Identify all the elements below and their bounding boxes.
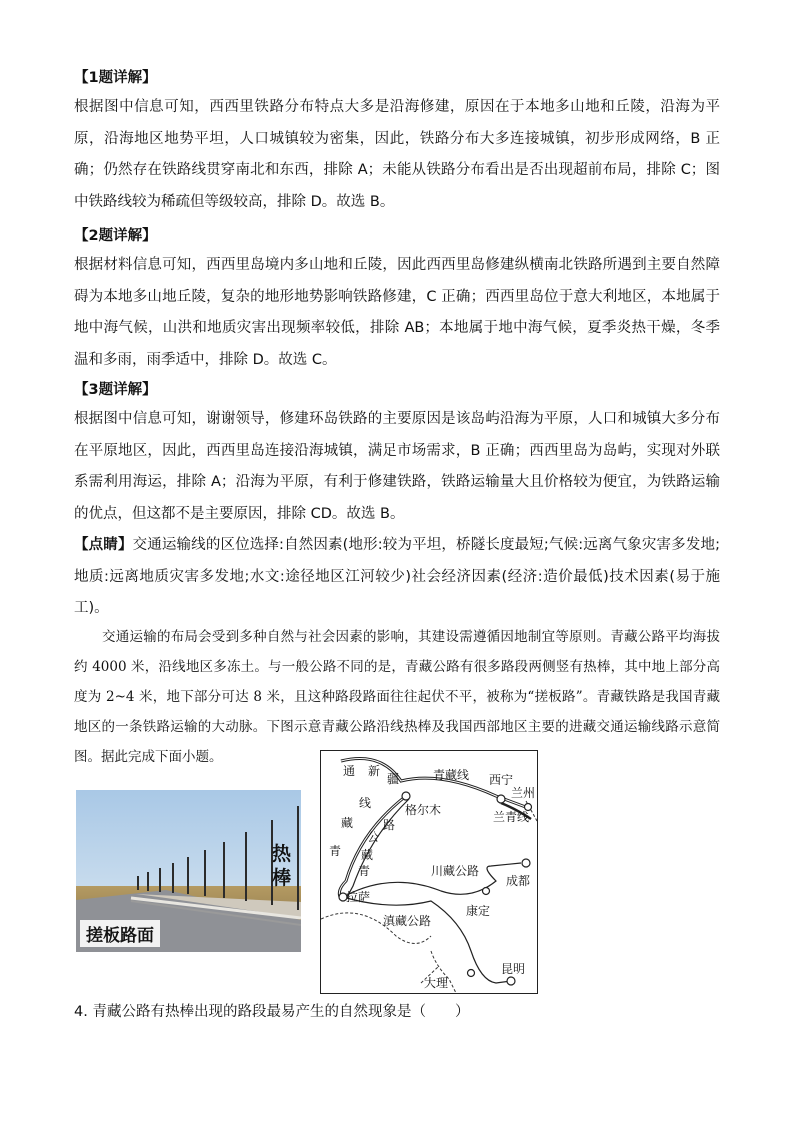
passage-text: 交通运输的布局会受到多种自然与社会因素的影响，其建设需遵循因地制宜等原则。青藏公路平均海拔约 4000 米，沿线地区多冻土。与一般公路不同的是，青藏公路有很多路段两侧竖有热棒，其中地上部分高度为 2~4 米，地下部分可达 8 米，且这种路段路面往往起伏不平，被称为“搓板路”。青藏铁路是我国青藏地区的一条铁路运输的大动脉。下图示意青藏公路沿线热棒及我国西部地区主要的进藏交通运输线路示意简图。据此完成下面小题。 bbox=[74, 629, 720, 765]
section1-body: 根据图中信息可知，西西里铁路分布特点大多是沿海修建，原因在于本地多山地和丘陵，沿海为平原，沿海地区地势平坦，人口城镇较为密集，因此，铁路分布大多连接城镇，初步形成网络，B 正确；仍然存在铁路线贯穿南北和东西，排除 A；未能从铁路分布看出是否出现超前布局，排除 C；图中铁路线较为稀疏但等级较高，排除 D。故选 B。 bbox=[74, 99, 720, 210]
section1-heading: 【1题详解】 bbox=[74, 70, 157, 86]
map-label-xian: 线 bbox=[359, 796, 372, 810]
map-label-lu: 路 bbox=[383, 818, 396, 832]
map-label-qingzang-line: 青藏线 bbox=[433, 768, 470, 782]
map-label-golmud: 格尔木 bbox=[405, 803, 442, 817]
section3-body: 根据图中信息可知，谢谢领导，修建环岛铁路的主要原因是该岛屿沿海为平原，人口和城镇大多分布在平原地区，因此，西西里岛连接沿海城镇，满足市场需求，B 正确；西西里岛为岛屿，实现对外联系需利用海运，排除 A；沿海为平原，有利于修建铁路，铁路运输量大且价格较为便宜，为铁路运输的优点，但这都不是主要原因，排除 CD。故选 B。 bbox=[74, 411, 720, 522]
map-label-jiang: 疆 bbox=[387, 772, 400, 786]
map-label-dali: 大理 bbox=[424, 976, 449, 990]
map-label-tong: 通 bbox=[343, 764, 356, 778]
tip-body: 交通运输线的区位选择:自然因素(地形:较为平坦，桥隧长度最短;气候:远离气象灾害多发地;地质:远离地质灾害多发地;水文:途径地区江河较少)社会经济因素(经济:造价最低)技术因素(易于施工)。 bbox=[74, 537, 720, 616]
map-label-zang1: 藏 bbox=[341, 816, 354, 830]
section3-heading: 【3题详解】 bbox=[74, 382, 157, 398]
map-label-lanzhou: 兰州 bbox=[511, 786, 536, 800]
map-label-lhasa: 拉萨 bbox=[346, 890, 371, 904]
question-4: 4. 青藏公路有热棒出现的路段最易产生的自然现象是（ ） bbox=[74, 1004, 470, 1020]
map-label-xin: 新 bbox=[368, 764, 381, 778]
photo-caption: 搓板路面 bbox=[80, 920, 160, 947]
heat-rod-photo bbox=[76, 790, 301, 952]
tip-label: 【点睛】 bbox=[74, 537, 133, 553]
map-label-chuanzang: 川藏公路 bbox=[431, 864, 480, 878]
rebang-label: 热棒 bbox=[272, 843, 292, 889]
map-label-kunming: 昆明 bbox=[501, 962, 526, 976]
map-label-xining: 西宁 bbox=[489, 773, 514, 787]
route-map-graphic bbox=[321, 751, 537, 993]
route-map bbox=[320, 750, 538, 994]
map-label-zang2: 藏 bbox=[361, 848, 374, 862]
map-label-qing2: 青 bbox=[358, 864, 371, 878]
section2-body: 根据材料信息可知，西西里岛境内多山地和丘陵，因此西西里岛修建纵横南北铁路所遇到主要自然障碍为本地多山地丘陵，复杂的地形地势影响铁路修建，C 正确；西西里岛位于意大利地区，本地属于地中海气候，山洪和地质灾害出现频率较低，排除 AB；本地属于地中海气候，夏季炎热干燥，冬季温和多雨，雨季适中，排除 D。故选 C。 bbox=[74, 257, 720, 368]
section2-heading: 【2题详解】 bbox=[74, 228, 157, 244]
map-label-qing1: 青 bbox=[329, 844, 342, 858]
map-label-dianzang: 滇藏公路 bbox=[383, 914, 432, 928]
map-label-gong: 公 bbox=[367, 830, 380, 844]
map-label-chengdu: 成都 bbox=[506, 874, 531, 888]
map-label-lanqing: 兰青线 bbox=[493, 810, 530, 824]
map-label-kangding: 康定 bbox=[466, 904, 491, 918]
tip-paragraph bbox=[74, 530, 720, 625]
